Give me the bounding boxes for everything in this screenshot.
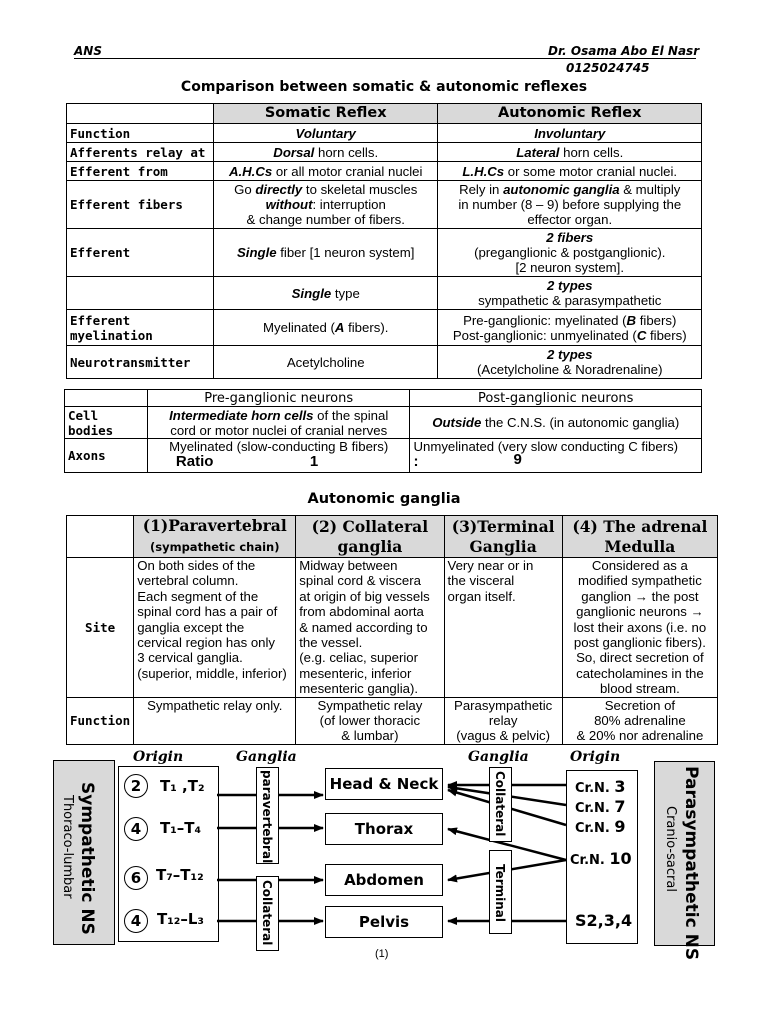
segment-count-3: 6	[124, 866, 148, 890]
row-label: Function	[67, 124, 214, 143]
col-somatic: Somatic Reflex	[213, 104, 438, 124]
ganglia-title: Autonomic ganglia	[307, 491, 461, 507]
cell-bold: Single	[237, 245, 277, 260]
function-paravertebral: Sympathetic relay only.	[134, 697, 296, 744]
paravertebral-label: paravertebral	[260, 770, 274, 864]
cell-text: Voluntary	[295, 125, 356, 141]
sympathetic-sub: Thoraco-lumbar	[60, 795, 75, 899]
row-label: Efferent from	[67, 162, 214, 181]
collateral-left-label: Collateral	[260, 880, 274, 946]
terminal-label: Terminal	[493, 864, 507, 923]
cell-text: fibers).	[344, 320, 389, 335]
ratio-label: Ratio	[175, 453, 214, 470]
col-collateral: (2) Collateral ganglia	[296, 516, 444, 558]
origin-left-label: Origin	[133, 749, 184, 765]
site-paravertebral: On both sides of the vertebral column. Each segment of the spinal cord has a pair of ganglia except the cervical region has only 3 cervical ganglia. (superior, middle, inferior)	[134, 558, 296, 698]
organ-thorax: Thorax	[325, 813, 443, 845]
function-adrenal: Secretion of 80% adrenaline & 20% nor adrenaline	[562, 697, 717, 744]
cranial-nerve-10: Cr.N. 10	[570, 849, 632, 868]
cell-text: (preganglionic & postganglionic).	[474, 245, 666, 260]
cell-bold: without	[265, 197, 313, 212]
row-label: Site	[67, 558, 134, 698]
page-number: (1)	[375, 948, 389, 960]
cell-text: effector organ.	[527, 212, 613, 227]
function-terminal: Parasympathetic relay (vagus & pelvic)	[444, 697, 562, 744]
cell-text: Myelinated (slow-conducting B fibers)	[169, 439, 389, 454]
cell-text: [2 neuron system].	[515, 260, 624, 275]
ratio-colon: :	[413, 453, 419, 470]
organ-head-neck: Head & Neck	[325, 768, 443, 800]
row-label: Efferent fibers	[67, 181, 214, 229]
ratio-post: 9	[513, 451, 522, 468]
segments-frame	[118, 766, 219, 942]
cell-bold: 2 types	[547, 278, 593, 293]
cell-text: horn cells.	[559, 144, 624, 160]
cell-bold: B	[626, 312, 637, 328]
cell-text: & multiply	[619, 182, 681, 197]
row-label: Function	[67, 697, 134, 744]
parasympathetic-title: Parasympathetic NS	[681, 766, 701, 961]
cell-text: horn cells.	[314, 144, 379, 160]
header-author: Dr. Osama Abo El Nasr	[548, 44, 700, 58]
cell-text: or some motor cranial nuclei.	[504, 163, 678, 179]
cell-text: Acetylcholine	[286, 354, 365, 370]
row-label: Axons	[65, 439, 148, 473]
header-ans: ANS	[74, 44, 102, 58]
cell-text: Pre-ganglionic: myelinated (	[463, 312, 627, 328]
cell-text: : interruption	[312, 197, 386, 212]
cell-text: in number (8 – 9) before supplying the	[458, 197, 682, 212]
cell-text: sympathetic & parasympathetic	[478, 293, 662, 308]
cell-text: type	[331, 285, 360, 301]
sympathetic-title: Sympathetic NS	[77, 782, 97, 935]
segment-count-2: 4	[124, 817, 148, 841]
cell-bold: Dorsal	[273, 144, 315, 160]
row-label: Afferents relay at	[67, 143, 214, 162]
cell-text: or all motor cranial nuclei	[272, 163, 423, 179]
cell-text: the C.N.S. (in autonomic ganglia)	[481, 415, 680, 430]
cell-text: fibers)	[636, 312, 677, 328]
origin-right-label: Origin	[570, 749, 621, 765]
cell-text: Rely in	[459, 182, 504, 197]
cell-bold: directly	[255, 182, 303, 197]
cell-text: Go	[234, 182, 256, 197]
cell-bold: L.H.Cs	[462, 163, 505, 179]
cell-bold: Single	[291, 285, 332, 301]
cell-text: to skeletal muscles	[302, 182, 418, 197]
cell-text: fiber [1 neuron system]	[276, 245, 415, 260]
cell-bold: Intermediate horn cells	[169, 407, 314, 423]
segment-count-1: 2	[124, 774, 148, 798]
cell-text: Post-ganglionic: unmyelinated (	[452, 327, 637, 343]
col-adrenal: (4) The adrenal Medulla	[562, 516, 717, 558]
cell-text: of the spinal	[313, 407, 389, 423]
cell-bold: 2 types	[547, 347, 593, 362]
col-paravertebral-sub: (sympathetic chain)	[150, 540, 280, 554]
ratio-pre: 1	[309, 453, 319, 470]
ganglia-right-label: Ganglia	[468, 749, 529, 765]
cell-text: fibers)	[646, 327, 687, 343]
cell-bold: Outside	[432, 415, 482, 430]
collateral-right-label: Collateral	[493, 771, 507, 837]
row-label: Neurotransmitter	[67, 346, 214, 379]
organ-pelvis: Pelvis	[325, 906, 443, 938]
cell-text: Unmyelinated (very slow conducting C fibers)	[413, 439, 679, 454]
cell-text: (Acetylcholine & Noradrenaline)	[477, 362, 663, 377]
cell-text: Myelinated (	[263, 320, 335, 335]
col-autonomic: Autonomic Reflex	[438, 104, 702, 124]
cell-bold: Lateral	[516, 144, 560, 160]
segment-label-3: T₇–T₁₂	[156, 866, 204, 884]
col-terminal: (3)Terminal Ganglia	[444, 516, 562, 558]
col-pre: Pre-ganglionic neurons	[147, 390, 410, 407]
segment-count-4: 4	[124, 909, 148, 933]
page-title: Comparison between somatic & autonomic reflexes	[180, 79, 588, 95]
cell-bold: C	[636, 327, 647, 343]
header-phone: 0125024745	[566, 61, 650, 75]
row-label: Efferent myelination	[67, 310, 214, 346]
organ-abdomen: Abdomen	[325, 864, 443, 896]
function-collateral: Sympathetic relay (of lower thoracic & lumbar)	[296, 697, 444, 744]
segment-label-4: T₁₂–L₃	[157, 910, 204, 928]
parasympathetic-sub: Cranio-sacral	[663, 806, 678, 892]
col-paravertebral: (1)Paravertebral	[142, 516, 287, 535]
cell-bold: 2 fibers	[546, 230, 594, 245]
sacral-segments: S2,3,4	[575, 911, 633, 930]
cranial-nerve-9: Cr.N. 9	[575, 817, 626, 836]
col-post: Post-ganglionic neurons	[410, 390, 702, 407]
cell-text: cord or motor nuclei of cranial nerves	[170, 422, 388, 438]
segment-label-1: T₁ ,T₂	[160, 777, 205, 795]
cell-bold: autonomic ganglia	[503, 182, 620, 197]
cell-text: Involuntary	[534, 125, 606, 141]
cell-bold: A	[334, 320, 345, 335]
cranial-nerve-7: Cr.N. 7	[575, 797, 626, 816]
cranial-nerve-3: Cr.N. 3	[575, 777, 626, 796]
site-terminal: Very near or in the visceral organ itself.	[444, 558, 562, 698]
cell-text: & change number of fibers.	[246, 212, 405, 227]
row-label: Efferent	[67, 229, 214, 277]
ganglia-left-label: Ganglia	[236, 749, 297, 765]
cell-bold: A.H.Cs	[228, 163, 273, 179]
row-label: Cell bodies	[65, 407, 148, 439]
site-adrenal: Considered as a modified sympathetic ganglion → the post ganglionic neurons → lost their axons (i.e. no post ganglionic fibers). So, direct secretion of catecholamines in the blood stream.	[562, 558, 717, 698]
segment-label-2: T₁–T₄	[160, 819, 202, 837]
site-collateral: Midway between spinal cord & viscera at origin of big vessels from abdominal aorta & named according to the vessel. (e.g. celiac, superior mesenteric, inferior mesenteric ganglia).	[296, 558, 444, 698]
